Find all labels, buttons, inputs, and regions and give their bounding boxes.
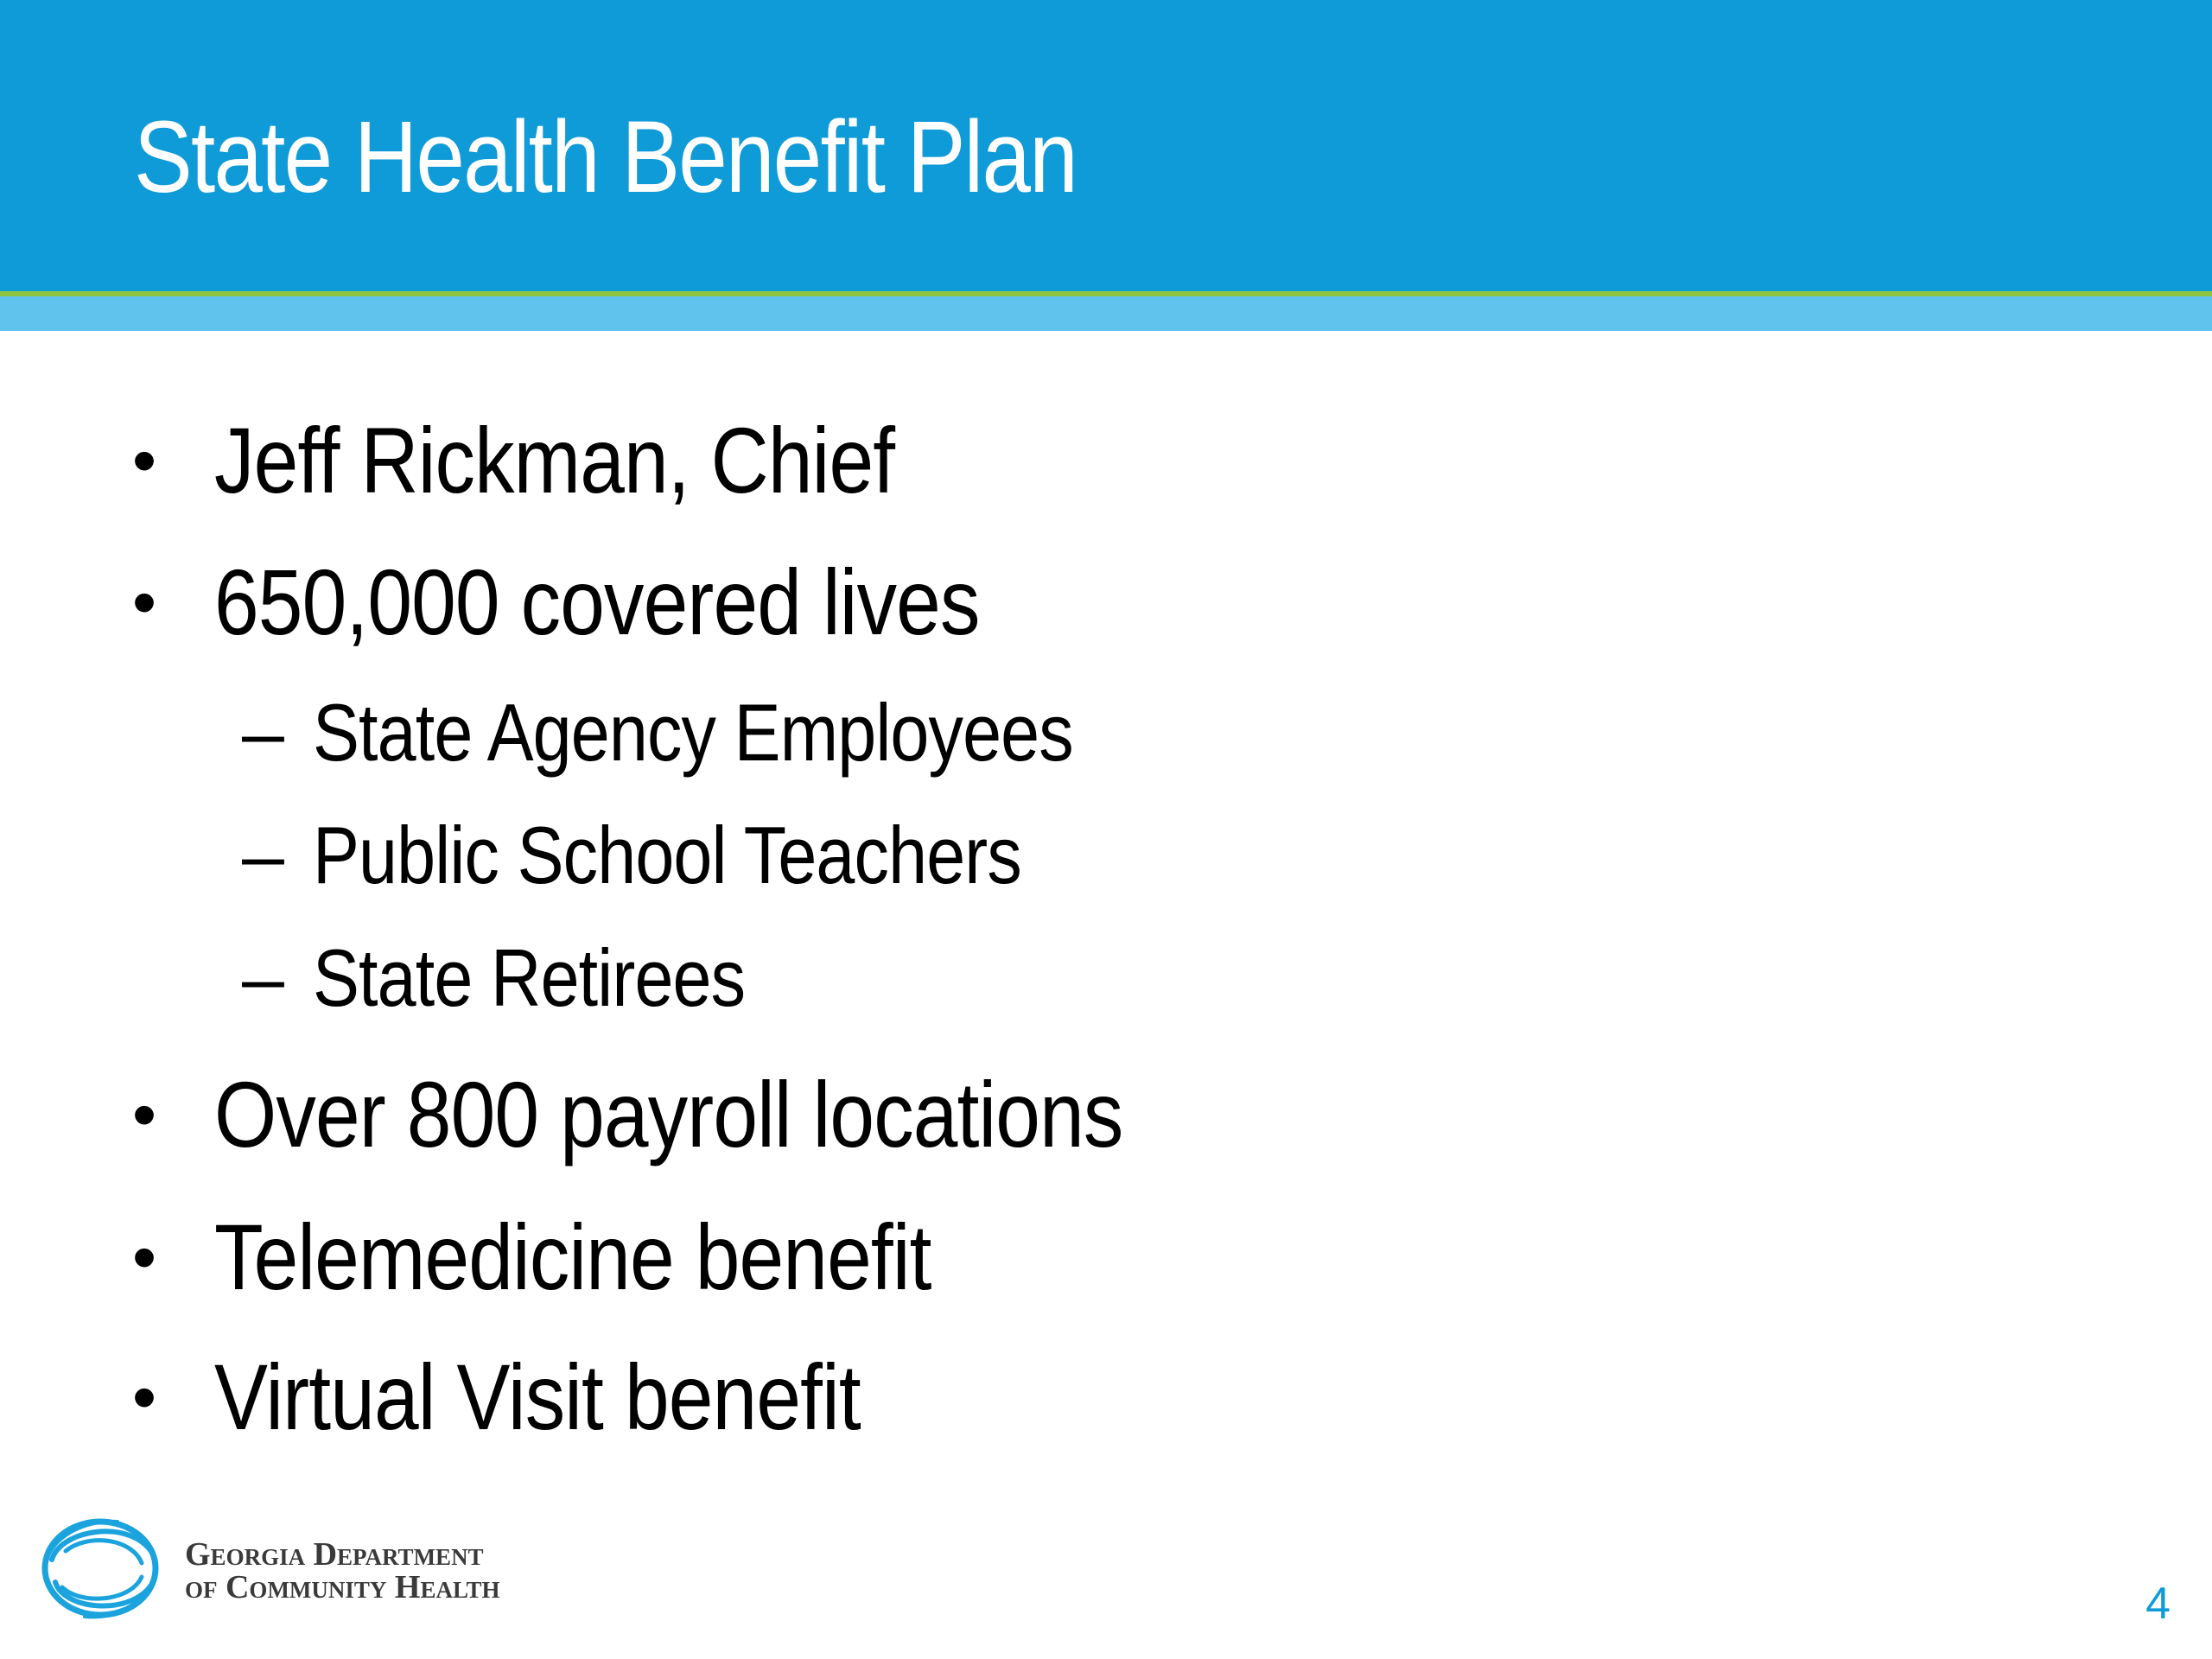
- bullet-text: Over 800 payroll locations: [214, 1062, 1123, 1166]
- bullet-marker: •: [132, 422, 157, 499]
- bullet-text: Jeff Rickman, Chief: [214, 408, 895, 512]
- slide-title: State Health Benefit Plan: [134, 100, 1077, 214]
- organization-name-line-1: Georgia Department: [185, 1536, 484, 1573]
- bullet-marker: •: [132, 1218, 157, 1295]
- bullet-text: Virtual Visit benefit: [214, 1344, 861, 1449]
- sub-bullet-text: Public School Teachers: [313, 810, 1021, 900]
- sub-bullet-text: State Retirees: [313, 932, 746, 1023]
- organization-name-line-2: of Community Health: [185, 1569, 500, 1605]
- sub-bullet-marker: –: [242, 935, 284, 1020]
- georgia-dch-swirl-logo-icon: [35, 1508, 164, 1629]
- bullet-marker: •: [132, 1076, 157, 1153]
- organization-name: [185, 1538, 500, 1604]
- page-number: 4: [2145, 1579, 2171, 1629]
- sub-bullet-marker: –: [242, 812, 284, 898]
- sub-bullet-text: State Agency Employees: [313, 687, 1073, 778]
- bullet-marker: •: [132, 1358, 157, 1435]
- sub-bullet-marker: –: [242, 690, 284, 775]
- bullet-text: Telemedicine benefit: [214, 1205, 931, 1309]
- bullet-text: 650,000 covered lives: [214, 550, 980, 654]
- bullet-marker: •: [132, 563, 157, 640]
